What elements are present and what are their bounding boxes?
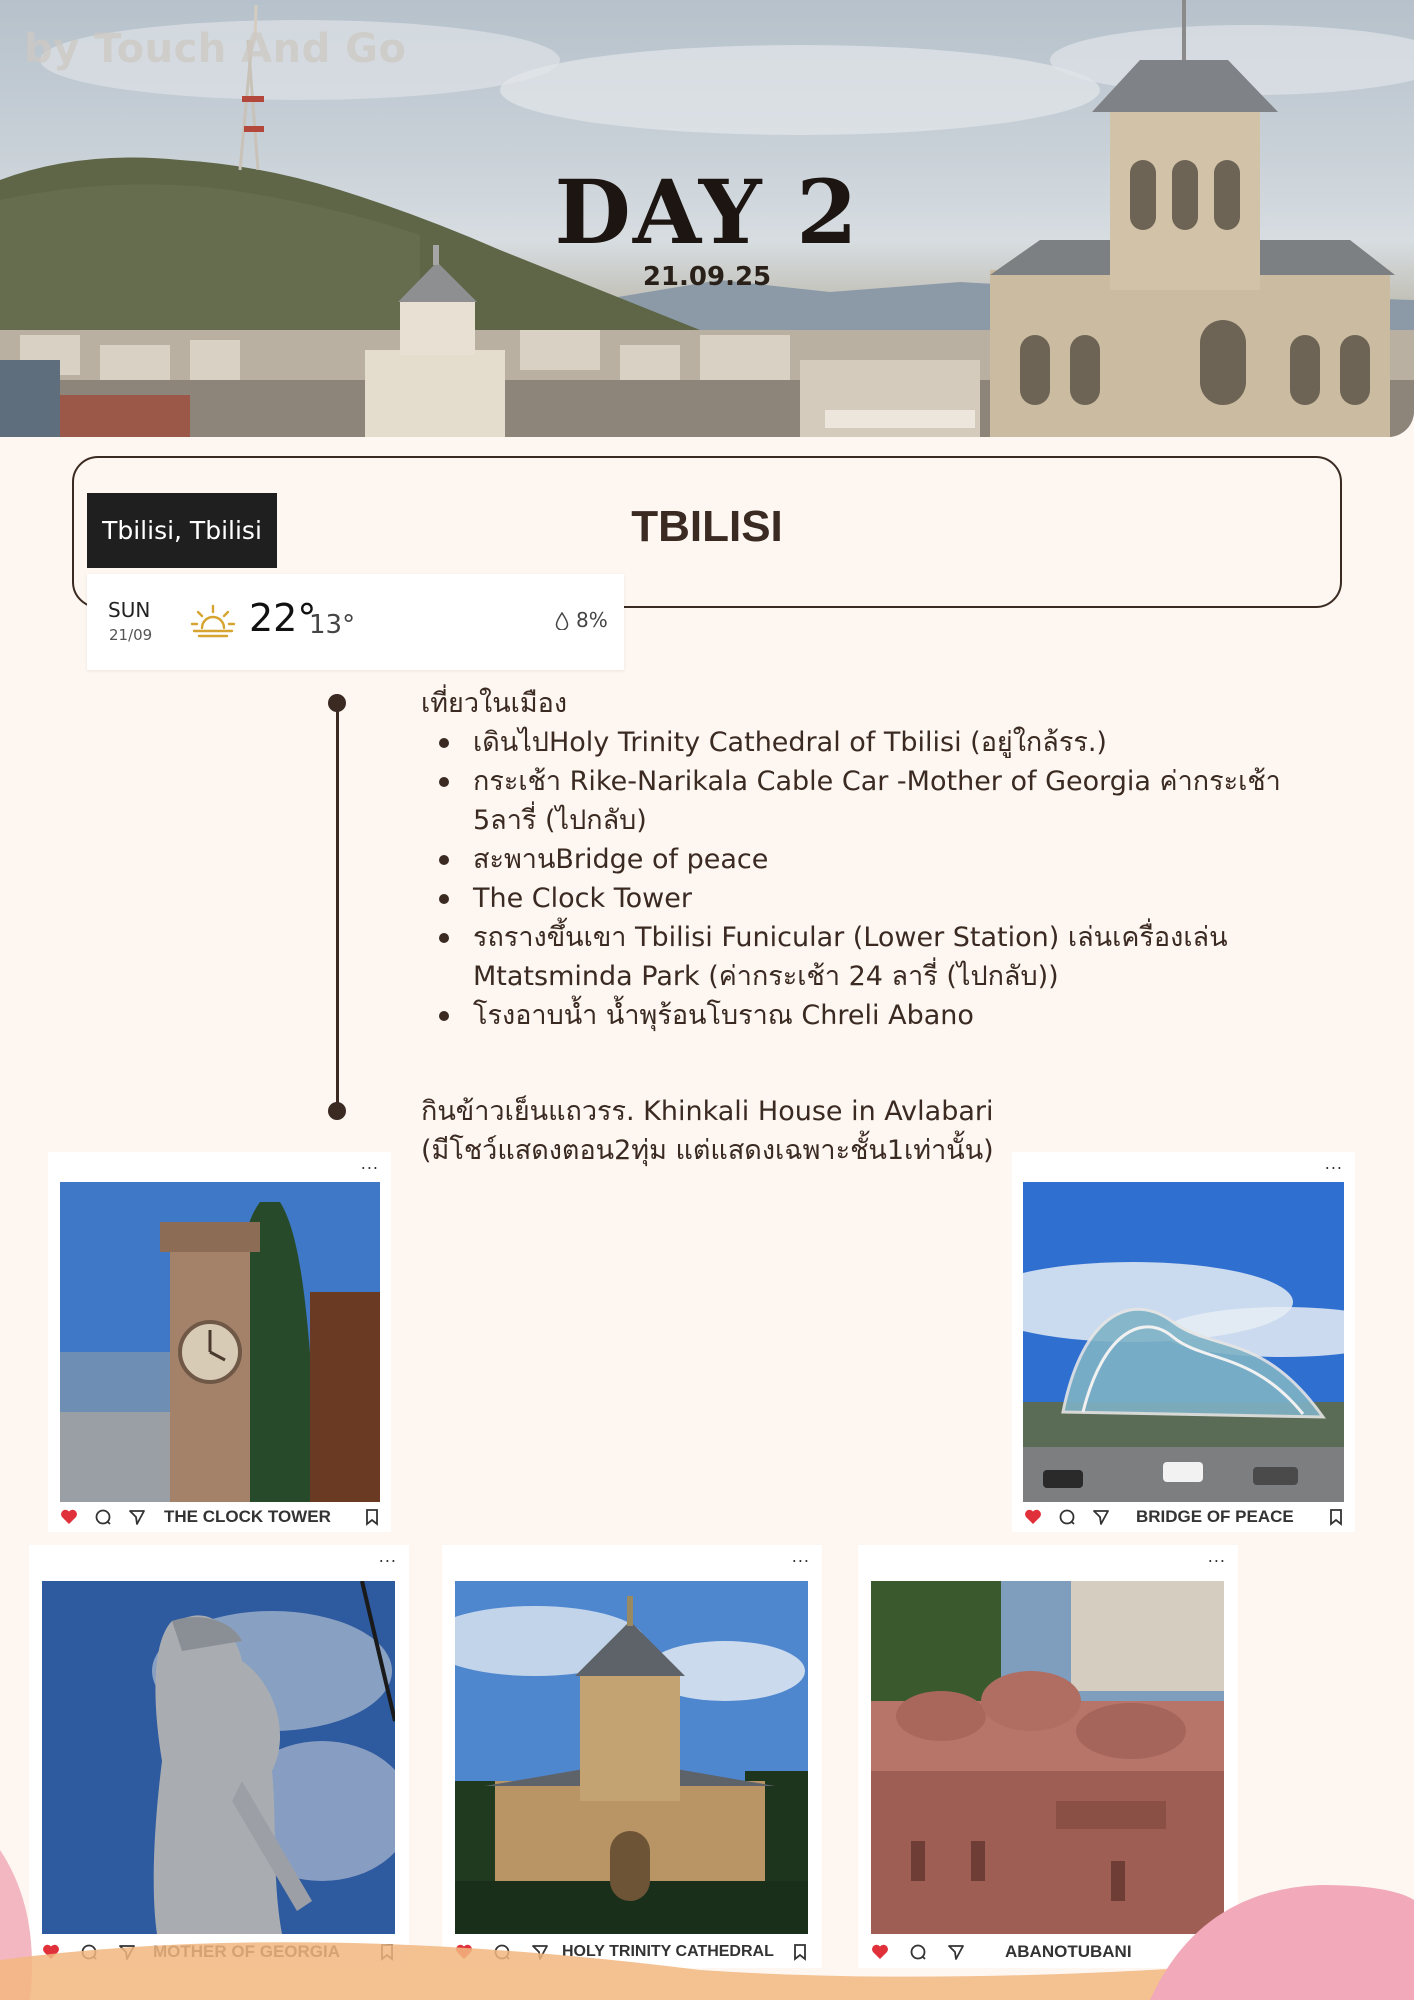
timeline-dot [328,694,346,712]
list-item: สะพานBridge of peace [421,840,1321,879]
bottom-wave-decoration [0,1790,1414,2000]
dinner-line: (มีโชว์แสดงตอน2ทุ่ม แต่แสดงเฉพาะชั้น1เท่านั้น) [421,1135,994,1166]
clock-tower-photo [60,1182,380,1502]
watermark: by Touch And Go [24,26,407,72]
timeline-dot [328,1102,346,1120]
more-options-icon[interactable]: ... [360,1154,379,1173]
day-date: 21.09.25 [642,262,772,292]
bookmark-icon[interactable] [363,1508,381,1526]
comment-icon[interactable] [94,1508,112,1526]
weather-high-temp: 22° [249,596,317,640]
weather-widget [87,574,624,670]
list-item: รถรางขึ้นเขา Tbilisi Funicular (Lower Station) เล่นเครื่องเล่น Mtatsminda Park (ค่ากระเช้า 24 ลารี่ (ไปกลับ)) [421,918,1321,996]
city-title: TBILISI [631,502,783,551]
share-icon[interactable] [128,1508,146,1526]
bookmark-icon[interactable] [1327,1508,1345,1526]
location-badge: Tbilisi, Tbilisi [87,493,277,568]
card-label: ABANOTUBANI [1005,1942,1132,1961]
list-item: เดินไปHoly Trinity Cathedral of Tbilisi (อยู่ใกล้รร.) [421,723,1321,762]
heart-icon[interactable] [1024,1508,1042,1526]
card-label: HOLY TRINITY CATHEDRAL [562,1943,774,1960]
city-tour-list [421,723,1321,1035]
card-label: THE CLOCK TOWER [164,1507,331,1526]
hero-banner [0,0,1414,437]
weather-date: 21/09 [109,626,153,644]
list-item: The Clock Tower [421,879,1321,918]
card-action-bar [1012,1502,1355,1532]
list-item: กระเช้า Rike-Narikala Cable Car -Mother of Georgia ค่ากระเช้า 5ลารี่ (ไปกลับ) [421,762,1321,840]
timeline-line [336,703,339,1111]
heart-icon[interactable] [60,1508,78,1526]
weather-rain-chance: 8% [576,608,608,632]
more-options-icon[interactable]: ... [1324,1154,1343,1173]
card-label: BRIDGE OF PEACE [1136,1507,1294,1526]
raindrop-icon [555,612,569,630]
photo-card-clock-tower[interactable] [48,1152,391,1532]
more-options-icon[interactable]: ... [791,1547,810,1566]
list-item: โรงอาบน้ำ น้ำพุร้อนโบราณ Chreli Abano [421,996,1321,1035]
comment-icon[interactable] [1058,1508,1076,1526]
share-icon[interactable] [1092,1508,1110,1526]
photo-card-bridge-of-peace[interactable] [1012,1152,1355,1532]
dinner-line: กินข้าวเย็นแถวรร. Khinkali House in Avlabari [421,1096,994,1127]
card-action-bar [48,1502,391,1532]
sunrise-icon [190,602,236,642]
day-title: DAY 2 [554,160,860,264]
bridge-of-peace-photo [1023,1182,1344,1502]
more-options-icon[interactable]: ... [378,1547,397,1566]
weather-low-temp: 13° [309,610,356,640]
section-city-tour-heading: เที่ยวในเมือง [421,688,568,719]
more-options-icon[interactable]: ... [1207,1547,1226,1566]
weather-day: SUN [108,598,151,622]
